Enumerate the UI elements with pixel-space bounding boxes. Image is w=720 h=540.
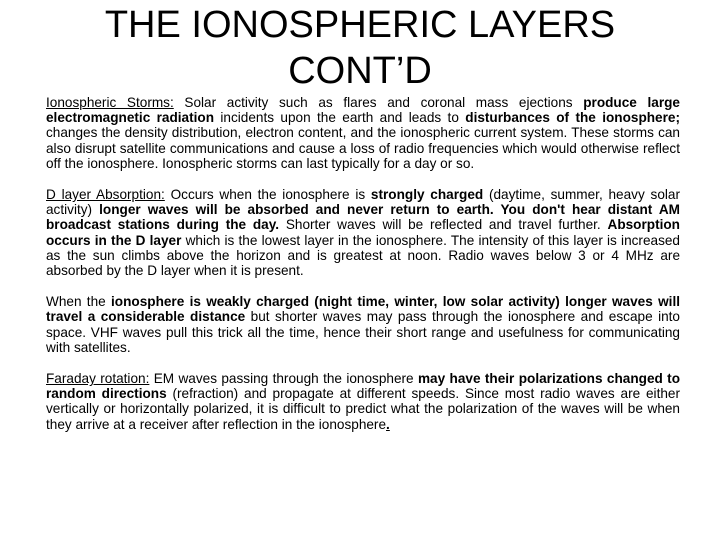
storms-text-1: Solar activity such as flares and coronal mass ejections [173,95,584,110]
dlayer-heading: D layer Absorption: [46,187,165,203]
storms-text-3: changes the density distribution, electron content, and the ionospheric current system. These storms can also disrupt satellite communications and cause a loss of radio frequencies which would otherwise reflect off the ionosphere. Ionospheric storms can last typically for a day or so. [46,125,680,171]
paragraph-weakly-charged [46,294,680,355]
dlayer-bold-1: strongly charged [370,187,484,203]
dlayer-bold-2: longer waves will be absorbed and never return to earth. You don't hear distant AM broadcast stations during the day. [46,202,680,233]
faraday-heading: Faraday rotation: [46,371,150,387]
faraday-period: . [386,416,390,432]
storms-bold-1: produce large electromagnetic radiation [46,95,680,126]
paragraph-faraday-rotation [46,371,680,432]
faraday-text-1: EM waves passing through the ionosphere [149,371,418,387]
dlayer-text-1: Occurs when the ionosphere is [164,187,371,203]
faraday-text-2: (refraction) and propagate at different speeds. Since most radio waves are either vertically or horizontally polarized, it is difficult to predict what the polarization of the waves will be when they arrive at a receiver after reflection in the ionosphere [46,386,681,432]
slide-body [46,95,680,448]
weak-bold-1: ionosphere is weakly charged (night time, winter, low solar activity) longer waves will travel a considerable distance [46,294,680,325]
dlayer-bold-3: Absorption occurs in the D layer [46,217,680,248]
storms-text-2: incidents upon the earth and leads to [214,110,466,126]
dlayer-text-3: Shorter waves will be reflected and travel further. [279,217,608,233]
title-line-1: THE IONOSPHERIC LAYERS [104,4,616,46]
dlayer-text-2: (daytime, summer, heavy solar activity) [46,187,680,218]
dlayer-text-4: which is the lowest layer in the ionosphere. The intensity of this layer is increased as the sun climbs above the horizon and is greatest at noon. Radio waves below 3 or 4 MHz are absorbed by the D layer when it is present. [46,232,680,279]
slide-title [0,2,720,94]
weak-text-1: When the [46,294,112,310]
paragraph-d-layer-absorption [46,187,680,278]
storms-bold-2: disturbances of the ionosphere; [465,110,680,126]
storms-heading: Ionospheric Storms: [46,95,174,110]
faraday-bold-1: may have their polarizations changed to random directions [46,371,681,402]
title-line-2: CONT’D [288,50,432,92]
paragraph-ionospheric-storms [46,95,680,171]
weak-text-2: but shorter waves may pass through the ionosphere and escape into space. VHF waves pull this trick all the time, hence their short range and usefulness for communicating with satellites. [46,309,680,355]
